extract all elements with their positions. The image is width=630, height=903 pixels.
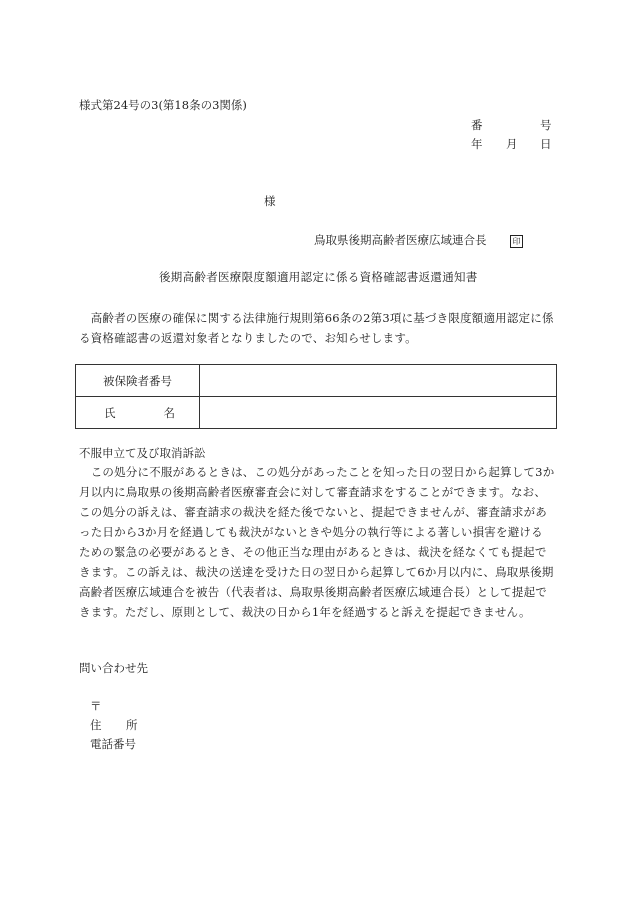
date-day: 日 — [540, 137, 552, 151]
appeal-line: った日から3か月を経過しても裁決がないときや処分の執行等による著しい損害を避ける — [79, 525, 543, 539]
table-row — [76, 365, 557, 397]
appeal-heading: 不服申立て及び取消訴訟 — [79, 446, 206, 460]
body-paragraph — [79, 308, 554, 348]
seal-mark — [510, 233, 523, 248]
body-line: 高齢者の医療の確保に関する法律施行規則第66条の2第3項に基づき限度額適用認定に係 — [79, 311, 554, 325]
addressee-honorific: 様 — [264, 194, 276, 208]
sender-name: 鳥取県後期高齢者医療広域連合長 — [314, 233, 487, 247]
appeal-line: 高齢者医療広域連合を被告（代表者は、鳥取県後期高齢者医療広域連合長）として提起で — [79, 585, 547, 599]
appeal-line: きます。ただし、原則として、裁決の日から1年を経過すると訴えを提起できません。 — [79, 605, 531, 619]
date-month: 月 — [506, 137, 518, 151]
date-year: 年 — [471, 137, 483, 151]
name-value — [200, 397, 557, 429]
phone-label: 電話番号 — [90, 737, 136, 751]
body-line: る資格確認書の返還対象者となりましたので、お知らせします。 — [79, 331, 417, 345]
postal-mark: 〒 — [90, 699, 102, 713]
number-label: 番 — [471, 118, 483, 132]
appeal-line: 月以内に鳥取県の後期高齢者医療審査会に対して審査請求をすることができます。なお、 — [79, 485, 547, 499]
appeal-paragraph — [79, 462, 554, 622]
name-label-second: 名 — [163, 405, 175, 420]
document-title: 後期高齢者医療限度額適用認定に係る資格確認書返還通知書 — [159, 270, 478, 284]
table-row — [76, 397, 557, 429]
insured-number-label-cell — [76, 365, 200, 397]
appeal-line: ための緊急の必要があるとき、その他正当な理由があるときは、裁決を経なくても提起で — [79, 545, 547, 559]
insured-number-label: 被保険者番号 — [103, 373, 172, 388]
contact-heading: 問い合わせ先 — [79, 661, 148, 675]
number-suffix: 号 — [540, 118, 552, 132]
insured-number-value — [200, 365, 557, 397]
name-label-cell — [76, 397, 200, 429]
appeal-line: この処分に不服があるときは、この処分があったことを知った日の翌日から起算して3か — [79, 465, 555, 479]
seal-stamp: 印 — [510, 235, 523, 248]
name-label-first: 氏 — [104, 405, 116, 420]
form-number: 様式第24号の3(第18条の3関係) — [79, 98, 247, 112]
insured-info-table — [75, 364, 557, 429]
address-label-second: 所 — [126, 718, 138, 732]
address-label-first: 住 — [90, 718, 102, 732]
appeal-line: きます。この訴えは、裁決の送達を受けた日の翌日から起算して6か月以内に、鳥取県後期 — [79, 565, 554, 579]
appeal-line: この処分の訴えは、審査請求の裁決を経た後でないと、提起できませんが、審査請求があ — [79, 505, 547, 519]
